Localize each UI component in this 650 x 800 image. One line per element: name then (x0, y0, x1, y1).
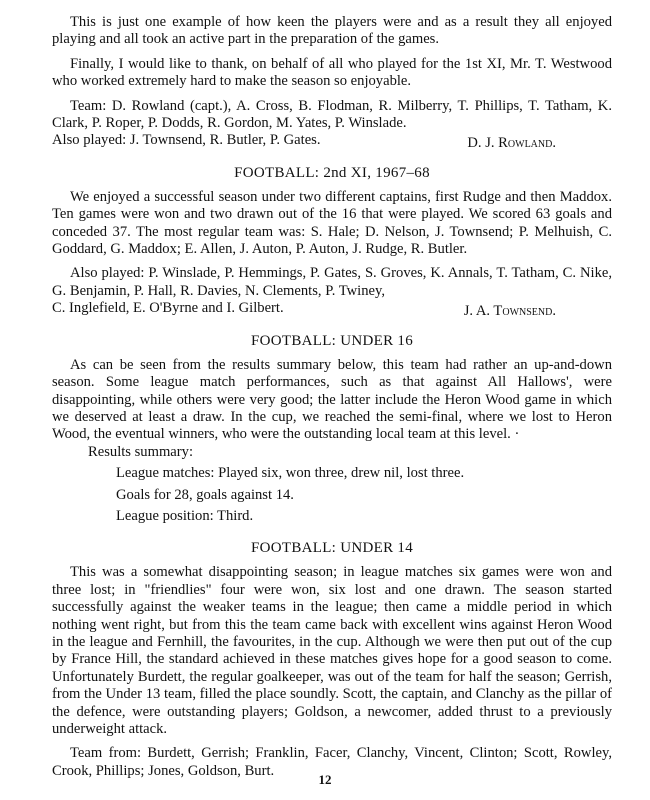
first-xi-also-played-line (52, 132, 612, 152)
page-number: 12 (318, 772, 332, 787)
results-summary-label: Results summary: (88, 443, 193, 460)
under14-team-list: Team from: Burdett, Gerrish; Franklin, Facer, Clanchy, Vincent, Clinton; Scott, Rowley, Crook, Phillips; Jones, Goldson, Burt. (52, 745, 612, 779)
under16-paragraph: As can be seen from the results summary below, this team had rather an up-and-down season. Some league match performances, such as that against All Hallows', were disappointing, while others were very good; the latter include the Heron Wood game in which we deserved at least a draw. In the cup, we reached the semi-final, where we lost to Heron Wood, the eventual winners, who were the outstanding local team at this level. · (52, 356, 612, 443)
under16-heading: FOOTBALL: UNDER 16 (250, 332, 414, 349)
intro-paragraph-1: This is just one example of how keen the players were and as a result they all enjoyed playing and all took an active part in the preparation of the games. (52, 14, 612, 48)
first-xi-signature: D. J. Rowland. (467, 135, 556, 152)
results-summary (52, 444, 612, 526)
second-xi-also-played: Also played: P. Winslade, P. Hemmings, P. Gates, S. Groves, K. Annals, T. Tatham, C. Nike, G. Benjamin, P. Hall, R. Davies, N. Clements, P. Twiney, (52, 265, 612, 299)
results-summary-item: League matches: Played six, won three, drew nil, lost three. (116, 465, 465, 482)
results-summary-item: Goals for 28, goals against 14. (116, 486, 294, 503)
under14-heading: FOOTBALL: UNDER 14 (250, 540, 414, 557)
intro-paragraph-2: Finally, I would like to thank, on behalf of all who played for the 1st XI, Mr. T. Westwood who worked extremely hard to make the season so enjoyable. (52, 55, 612, 90)
second-xi-signature: J. A. Townsend. (463, 303, 556, 320)
second-xi-also-played-last: C. Inglefield, E. O'Byrne and I. Gilbert. (52, 300, 284, 317)
results-summary-item: League position: Third. (116, 507, 254, 524)
second-xi-paragraph: We enjoyed a successful season under two different captains, first Rudge and then Maddox. Ten games were won and two drawn out of the 16 that were played. We scored 63 goals and conceded 37. The most regular team was: S. Hale; D. Nelson, J. Townsend; P. Melhuish, C. Goddard, G. Maddox; E. Allen, J. Auton, P. Auton, J. Rudge, R. Butler. (52, 188, 612, 258)
under14-paragraph: This was a somewhat disappointing season; in league matches six games were won and three lost; in "friendlies" four were won, six lost and one drawn. The season started successfully against the weaker teams in the league; then came a middle period in which nothing went right, but from this the team came back with excellent wins against Heron Wood in the league and Fernhill, the favourites, in the cup. Although we were then put out of the cup by France Hill, the standard achieved in these matches gives hope for a good season to come. Unfortunately Burdett, the regular goalkeeper, was out of the team for half the season; Gerrish, from the Under 13 team, filled the place soundly. Scott, the captain, and Clanchy as the pillar of the defence, were outstanding players; Goldson, a newcomer, added thrust to a previously underweight attack. (52, 564, 612, 737)
first-xi-team-list: Team: D. Rowland (capt.), A. Cross, B. Flodman, R. Milberry, T. Phillips, T. Tatham, K. Clark, P. Roper, P. Dodds, R. Gordon, M. Yates, P. Winslade. (52, 97, 612, 132)
first-xi-also-played: Also played: J. Townsend, R. Butler, P. Gates. (52, 132, 321, 149)
second-xi-also-played-line (52, 300, 612, 320)
second-xi-heading: FOOTBALL: 2nd XI, 1967–68 (234, 164, 430, 181)
